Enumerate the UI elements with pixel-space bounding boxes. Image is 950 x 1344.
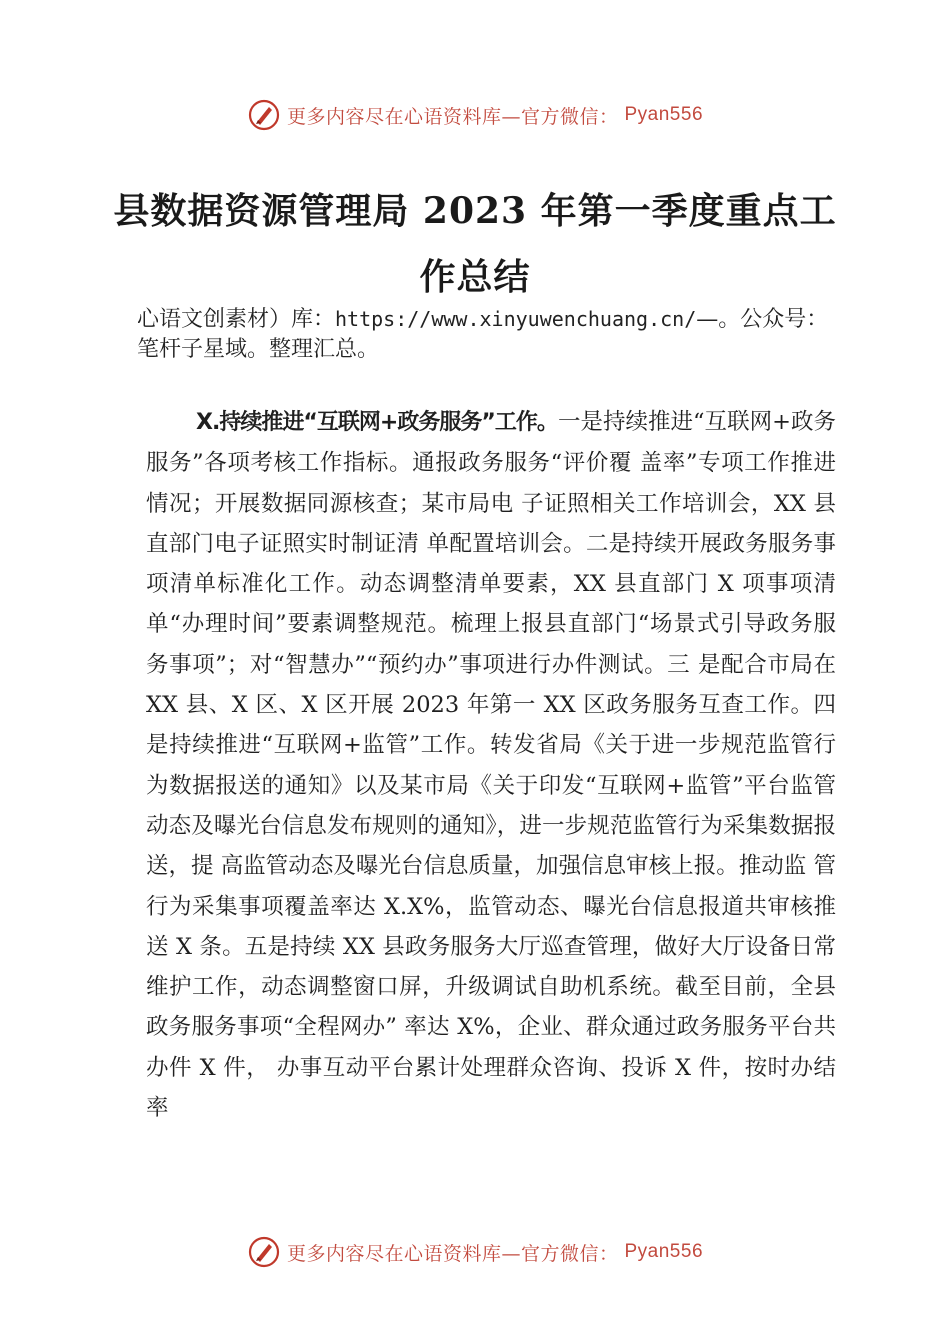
watermark-text: 更多内容尽在心语资料库—官方微信：: [286, 105, 619, 128]
title-line-1: 县数据资源管理局 2023 年第一季度重点工: [113, 190, 837, 232]
paragraph-lead-heading: X.持续推进“互联网+政务服务”工作。: [196, 410, 558, 435]
title-line-2: 作总结: [419, 256, 531, 298]
watermark-text: 更多内容尽在心语资料库—官方微信：: [286, 1242, 619, 1265]
pen-seal-icon: [247, 98, 281, 132]
watermark-wechat-id: Pyan556: [624, 104, 704, 125]
paragraph-text: 一是持续推进“互联网+政务服务”各项考核工作指标。通报政务服务“评价覆 盖率”专项工作推进情况；开展数据同源核查；某市局电 子证照相关工作培训会，XX 县直部门电子证照实时制证清 单配置培训会。二是持续开展政务服务事项清单标准化工作。动态调整清单要素，XX 县直部门 X 项事项清单“办理时间”要素调整规范。梳理上报县直部门“场景式引导政务服 务事项”；对“智慧办”“预约办”事项进行办件测试。三 是配合市局在 XX 县、X 区、X 区开展 2023 年第一 XX 区政务服务互查工作。四是持续推进“互联网+监管”工作。转发省局《关于进一步规范监管行为数据报送的通知》以及某市局《关于印发“互联网+监管”平台监管动态及曝光台信息发布规则的通知》，进一步规范监管行为采集数据报送，提 高监管动态及曝光台信息质量，加强信息审核上报。推动监 管行为采集事项覆盖率达 X.X%，监管动态、曝光台信息报道共审核推送 X 条。五是持续 XX 县政务服务大厅巡查管理，做好大厅设备日常维护工作，动态调整窗口屏，升级调试自助机系统。截至目前，全县政务服务事项“全程网办” 率达 X%，企业、群众通过政务服务平台共办件 X 件， 办事互动平台累计处理群众咨询、投诉 X 件，按时办结率: [146, 409, 836, 1122]
watermark-wechat-id: Pyan556: [624, 1241, 704, 1262]
source-url: https://www.xinyuwenchuang.cn/: [335, 307, 697, 331]
body-paragraph: [146, 402, 836, 1128]
source-note: [137, 304, 837, 365]
source-prefix: 心语文创素材）库：: [137, 307, 336, 332]
pen-seal-icon: [247, 1235, 281, 1269]
document-title: [100, 178, 850, 310]
header-watermark: [0, 95, 950, 135]
footer-watermark: [0, 1232, 950, 1272]
source-suffix: —。公众号：笔杆子星域。整理汇总。: [137, 307, 829, 362]
